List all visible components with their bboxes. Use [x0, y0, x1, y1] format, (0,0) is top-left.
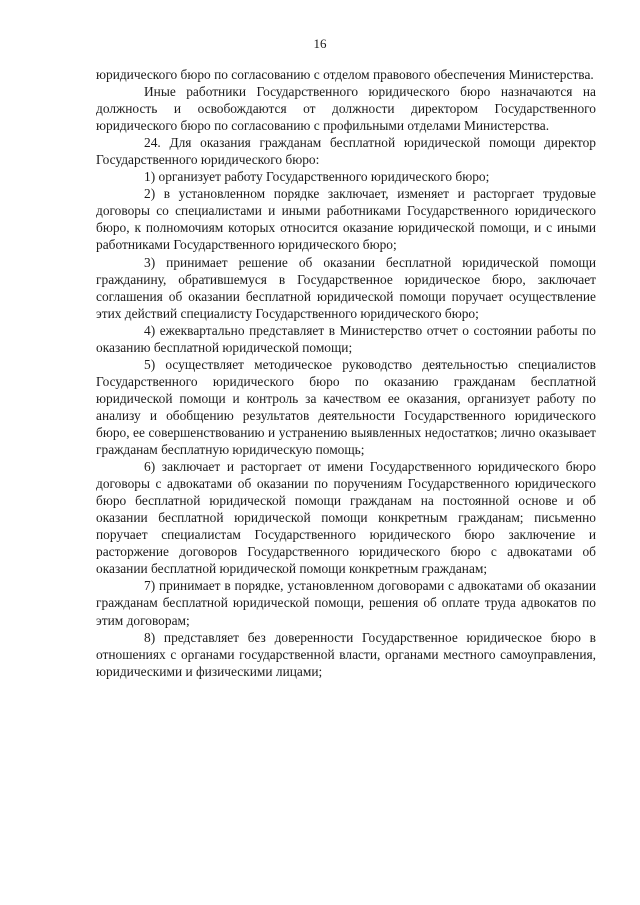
paragraph-other-staff: Иные работники Государственного юридического бюро назначаются на должность и освобождаются от должности директором Государственного юридического бюро по согласованию с профильными отделами Министерства. — [96, 84, 596, 134]
list-item-4: 4) ежеквартально представляет в Министерство отчет о состоянии работы по оказанию бесплатной юридической помощи; — [96, 322, 596, 355]
list-item-3: 3) принимает решение об оказании бесплатной юридической помощи гражданину, обратившемуся в Государственное юридическое бюро, заключает соглашения об оказании бесплатной юридической помощи поручает осуществление этих действий специалисту Государственного юридического бюро; — [96, 254, 596, 321]
list-item-1: 1) организует работу Государственного юридического бюро; — [144, 169, 490, 185]
list-item-5: 5) осуществляет методическое руководство деятельностью специалистов Государственного юридического бюро по оказанию гражданам бесплатной юридической помощи и контроль за качеством ее оказания, организует работу по анализу и обобщению результатов деятельности Государственного юридического бюро, ее совершенствованию и устранению выявленных недостатков; лично оказывает гражданам бесплатную юридическую помощь; — [96, 356, 596, 458]
paragraph-continuation: юридического бюро по согласованию с отделом правового обеспечения Министерства. — [96, 67, 594, 82]
page-number: 16 — [313, 36, 327, 51]
list-item-6: 6) заключает и расторгает от имени Государственного юридического бюро договоры с адвокатами об оказании по поручениям Государственного юридического бюро бесплатной юридической помощи гражданам на постоянной основе и об оказании бесплатной юридической помощи конкретным гражданам; письменно поручает специалистам Государственного юридического бюро заключение и расторжение договоров Государственного юридического бюро с адвокатами об оказании бесплатной юридической помощи конкретным гражданам; — [96, 459, 596, 577]
document-body — [96, 66, 596, 680]
paragraph-clause-24: 24. Для оказания гражданам бесплатной юридической помощи директор Государственного юридического бюро: — [96, 135, 596, 168]
list-item-8: 8) представляет без доверенности Государственное юридическое бюро в отношениях с органами государственной власти, органами местного самоуправления, юридическими и физическими лицами; — [96, 629, 596, 679]
list-item-2: 2) в установленном порядке заключает, изменяет и расторгает трудовые договоры со специалистами и иными работниками Государственного юридического бюро, к полномочиям которых относится оказание юридической помощи, и с иными работниками Государственного юридического бюро; — [96, 186, 596, 253]
list-item-7: 7) принимает в порядке, установленном договорами с адвокатами об оказании гражданам бесплатной юридической помощи, решения об оплате труда адвокатов по этим договорам; — [96, 578, 596, 628]
